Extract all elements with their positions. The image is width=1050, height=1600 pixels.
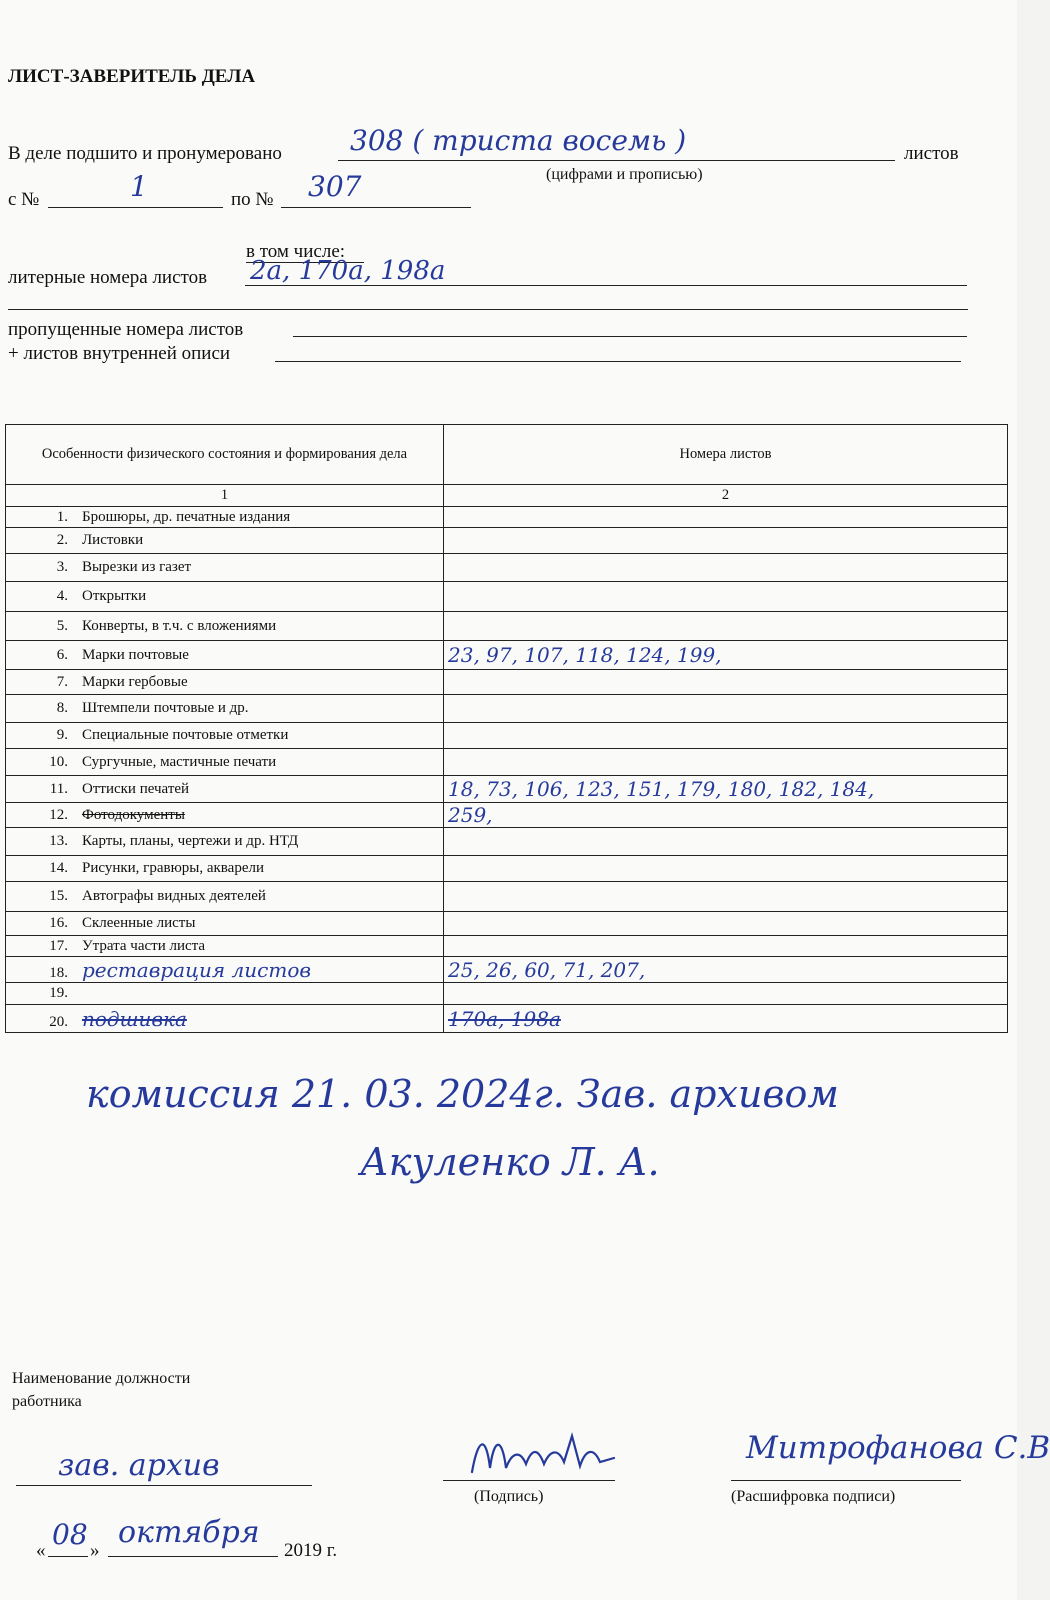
table-header-row — [6, 425, 1008, 485]
including-label: в том числе: — [246, 241, 346, 262]
date-month: октября — [118, 1515, 260, 1550]
row-num: 3. — [56, 559, 68, 575]
row-num: 7. — [56, 673, 68, 690]
row-label: Специальные почтовые отметки — [82, 727, 289, 743]
row-value — [444, 554, 1008, 582]
row-value — [444, 856, 1008, 882]
row-num: 20. — [49, 1013, 68, 1030]
row-value — [444, 695, 1008, 723]
letter-sheets-extra-line — [8, 309, 968, 310]
row-label: Карты, планы, чертежи и др. НТД — [82, 833, 299, 849]
row-label: Склеенные листы — [82, 915, 196, 931]
row-label: Конверты, в т.ч. с вложениями — [82, 617, 277, 634]
row-num: 11. — [49, 780, 68, 797]
row-label: Брошюры, др. печатные издания — [82, 508, 291, 525]
table-row — [6, 749, 1008, 776]
row-value — [444, 723, 1008, 749]
table-row — [6, 776, 1008, 803]
row-label: Вырезки из газет — [82, 559, 192, 575]
row-value: 170а, 198а — [444, 1005, 1008, 1033]
row-num: 6. — [56, 646, 68, 663]
signature-decoding-caption: (Расшифровка подписи) — [731, 1488, 896, 1505]
row-label: Штемпели почтовые и др. — [82, 700, 249, 716]
row-value — [444, 828, 1008, 856]
date-day: 08 — [52, 1518, 88, 1551]
letter-sheets-value: 2а, 170а, 198а — [250, 256, 446, 286]
row-value — [444, 936, 1008, 957]
letter-sheets-label: литерные номера листов — [8, 267, 208, 288]
commission-note-line2: Акуленко Л. А. — [360, 1140, 660, 1184]
commission-note-line1: комиссия 21. 03. 2024г. Зав. архивом — [86, 1072, 839, 1116]
missing-sheets-line — [293, 336, 967, 337]
row-num: 18. — [49, 964, 68, 981]
row-num: 4. — [56, 588, 68, 604]
table-row — [6, 695, 1008, 723]
row-value — [444, 983, 1008, 1005]
row-num: 16. — [49, 915, 68, 931]
row-value — [444, 528, 1008, 554]
range-to-label: по № — [231, 189, 274, 210]
table-row — [6, 957, 1008, 983]
table-row — [6, 670, 1008, 695]
table-row — [6, 528, 1008, 554]
table-row — [6, 723, 1008, 749]
row-num: 8. — [56, 700, 68, 716]
row-num: 19. — [49, 985, 68, 1001]
date-month-line — [108, 1556, 278, 1557]
row-label: Утрата части листа — [82, 937, 206, 954]
signature-decoding-line — [731, 1480, 961, 1481]
row-num: 10. — [49, 753, 68, 770]
sheets-count-value: 308 ( триста восемь ) — [350, 124, 687, 157]
date-day-line — [48, 1556, 88, 1557]
sheets-count-label: В деле подшито и пронумеровано — [8, 143, 282, 164]
table-index-row — [6, 485, 1008, 507]
row-value: 25, 26, 60, 71, 207, — [444, 957, 1008, 983]
range-from-label: с № — [8, 189, 40, 210]
row-num: 9. — [56, 727, 68, 743]
count-caption: (цифрами и прописью) — [546, 166, 703, 183]
table-row — [6, 828, 1008, 856]
signature-decoding-value: Митрофанова С.В — [746, 1430, 1050, 1466]
internal-inventory-line — [275, 361, 961, 362]
table-row — [6, 856, 1008, 882]
position-line — [16, 1485, 312, 1486]
table-row — [6, 612, 1008, 641]
row-label: реставрация листов — [82, 957, 311, 982]
table-row — [6, 803, 1008, 828]
table-row — [6, 882, 1008, 912]
row-value — [444, 749, 1008, 776]
row-value — [444, 582, 1008, 612]
table-row — [6, 554, 1008, 582]
row-num: 5. — [56, 617, 68, 634]
row-num: 2. — [56, 532, 68, 548]
header-col2: Номера листов — [444, 425, 1008, 485]
table-row — [6, 983, 1008, 1005]
row-num: 13. — [49, 833, 68, 849]
row-num: 1. — [56, 508, 68, 525]
date-year: 2019 г. — [284, 1540, 338, 1561]
range-to-line — [281, 207, 471, 208]
signature-mark — [468, 1428, 618, 1480]
table-row — [6, 507, 1008, 528]
page-title: ЛИСТ-ЗАВЕРИТЕЛЬ ДЕЛА — [8, 66, 256, 87]
index-col1: 1 — [6, 485, 444, 507]
row-value: 18, 73, 106, 123, 151, 179, 180, 182, 184, — [444, 776, 1008, 803]
row-num: 17. — [49, 937, 68, 954]
table-row — [6, 1005, 1008, 1033]
row-value — [444, 670, 1008, 695]
physical-state-table — [5, 424, 1008, 1033]
row-num: 12. — [49, 806, 68, 823]
missing-sheets-label: пропущенные номера листов — [8, 319, 244, 340]
row-label: Рисунки, гравюры, акварели — [82, 860, 265, 876]
sheets-count-line — [338, 160, 895, 161]
range-from-line — [48, 207, 223, 208]
table-row — [6, 641, 1008, 670]
row-value — [444, 882, 1008, 912]
range-from-value: 1 — [130, 170, 148, 203]
signature-caption: (Подпись) — [474, 1488, 544, 1505]
table-row — [6, 936, 1008, 957]
date-open-quote: « — [36, 1540, 46, 1561]
index-col2: 2 — [444, 485, 1008, 507]
row-value: 23, 97, 107, 118, 124, 199, — [444, 641, 1008, 670]
row-num: 14. — [49, 860, 68, 876]
range-to-value: 307 — [308, 170, 362, 203]
row-value — [444, 612, 1008, 641]
row-label: Оттиски печатей — [82, 780, 190, 797]
row-value — [444, 912, 1008, 936]
row-label: Марки почтовые — [82, 646, 189, 663]
internal-inventory-label: + листов внутренней описи — [8, 343, 231, 364]
row-label: Листовки — [82, 532, 144, 548]
row-value — [444, 507, 1008, 528]
row-label: Автографы видных деятелей — [82, 888, 266, 904]
row-num: 15. — [49, 888, 68, 904]
row-label: подшивка — [82, 1006, 187, 1031]
table-row — [6, 912, 1008, 936]
row-label: Открытки — [82, 588, 147, 604]
position-label: Наименование должности работника — [12, 1370, 191, 1410]
row-label: Фотодокументы — [82, 806, 185, 823]
table-row — [6, 582, 1008, 612]
row-label: Сургучные, мастичные печати — [82, 753, 277, 770]
position-value: зав. архив — [58, 1448, 220, 1483]
sheets-suffix: листов — [904, 143, 959, 164]
date-close-quote: » — [90, 1540, 100, 1561]
row-label: Марки гербовые — [82, 673, 188, 690]
header-col1: Особенности физического состояния и формирования дела — [6, 425, 444, 485]
signature-line — [443, 1480, 615, 1481]
row-value: 259, — [444, 803, 1008, 828]
